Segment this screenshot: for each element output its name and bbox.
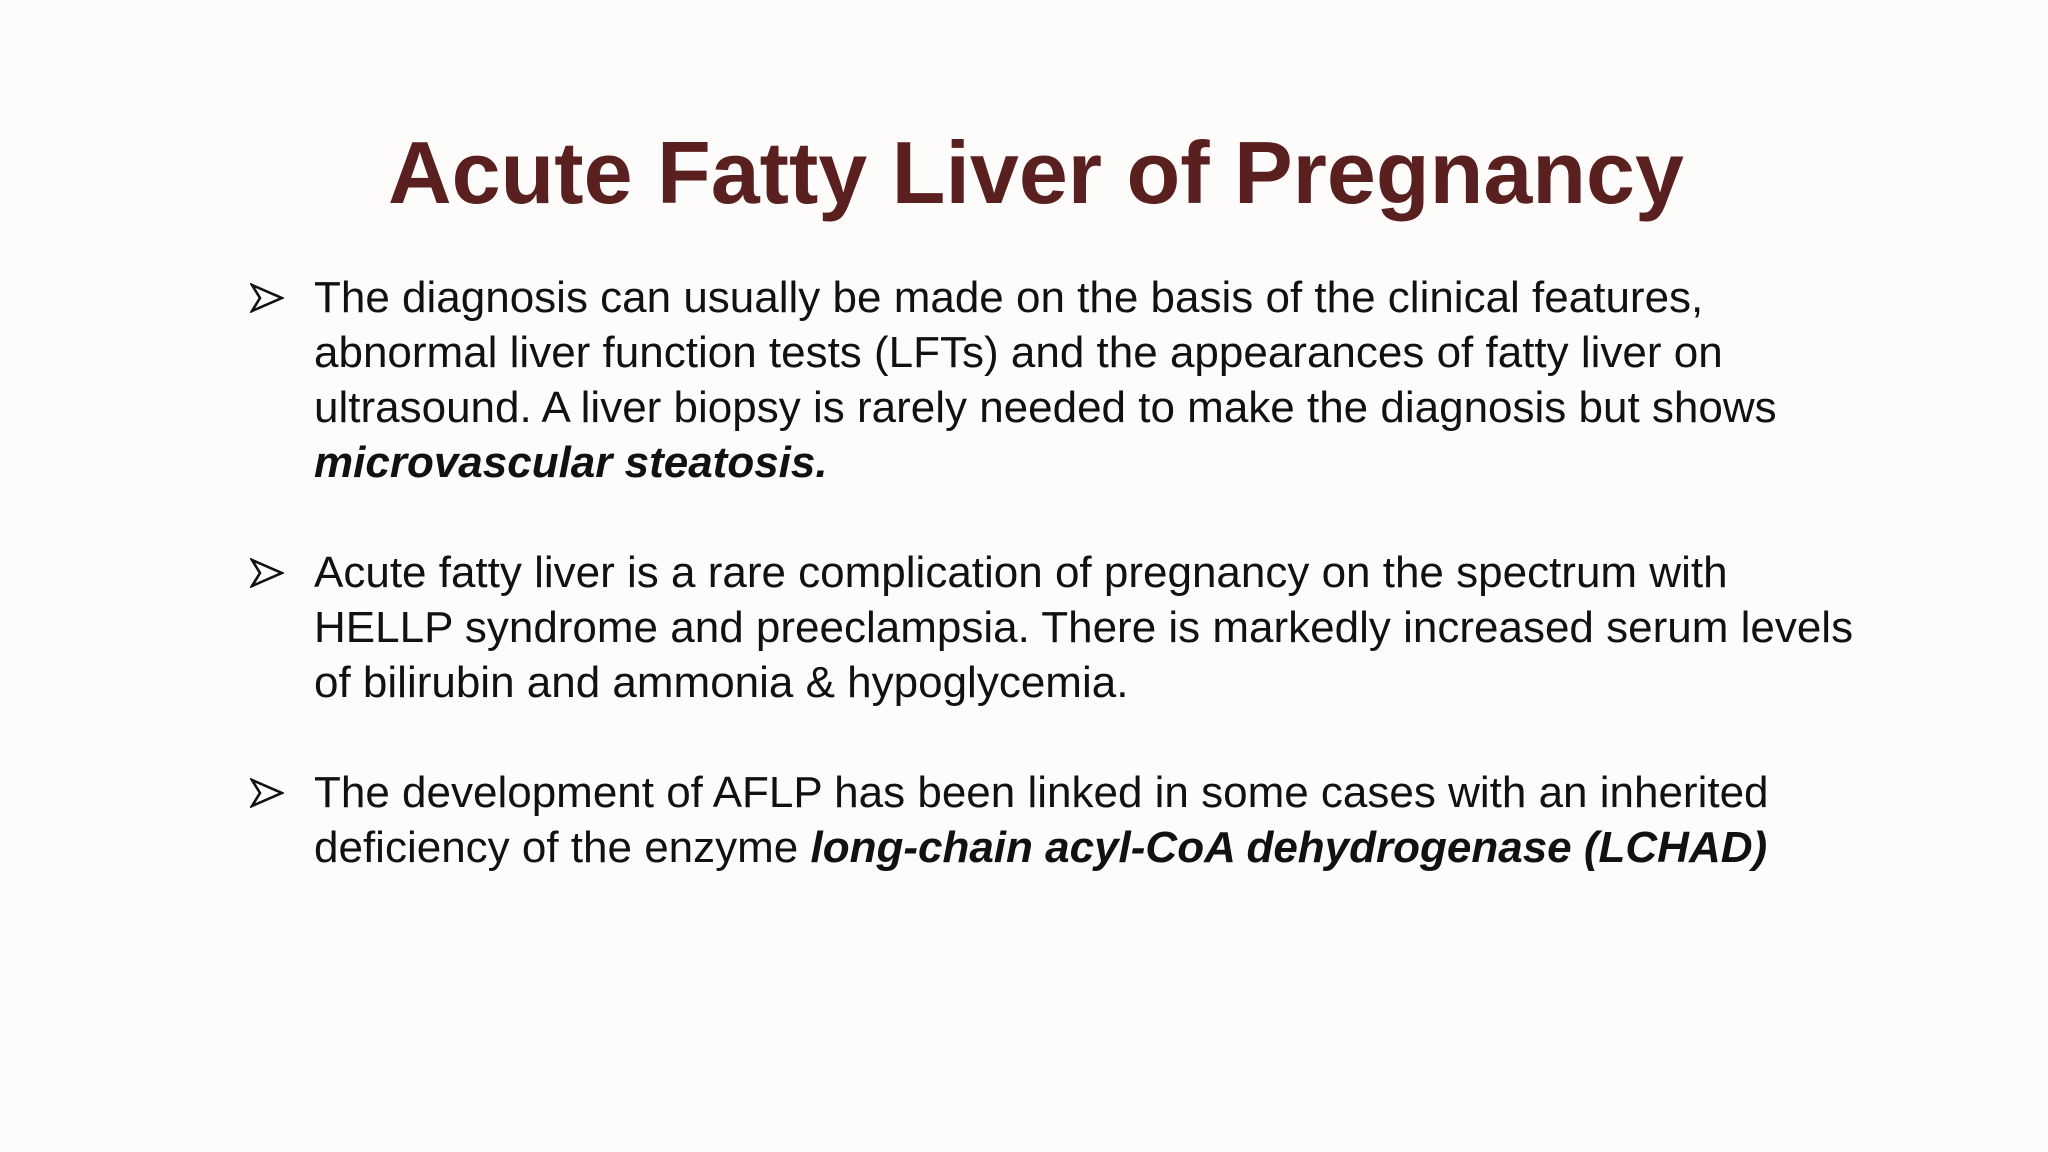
bullet-item (250, 765, 1870, 875)
arrow-bullet-icon (250, 778, 284, 808)
bullet-emphasis: long-chain acyl-CoA dehydrogenase (LCHAD) (810, 823, 1768, 872)
bullet-text: The development of AFLP has been linked in some cases with an inherited deficiency of the enzyme (314, 768, 1769, 872)
bullet-text: Acute fatty liver is a rare complication of pregnancy on the spectrum with HELLP syndrome and preeclampsia. There is markedly increased serum levels of bilirubin and ammonia & hypoglycemia. (314, 548, 1854, 707)
arrow-bullet-icon (250, 558, 284, 588)
slide-title: Acute Fatty Liver of Pregnancy (388, 123, 1684, 222)
arrow-bullet-icon (250, 283, 284, 313)
bullet-text: The diagnosis can usually be made on the basis of the clinical features, abnormal liver function tests (LFTs) and the appearances of fatty liver on ultrasound. A liver biopsy is rarely needed to make the diagnosis but shows (314, 273, 1777, 432)
bullet-item (250, 270, 1870, 490)
bullet-list (250, 270, 1870, 930)
bullet-emphasis: microvascular steatosis. (314, 438, 828, 487)
bullet-item (250, 545, 1870, 710)
